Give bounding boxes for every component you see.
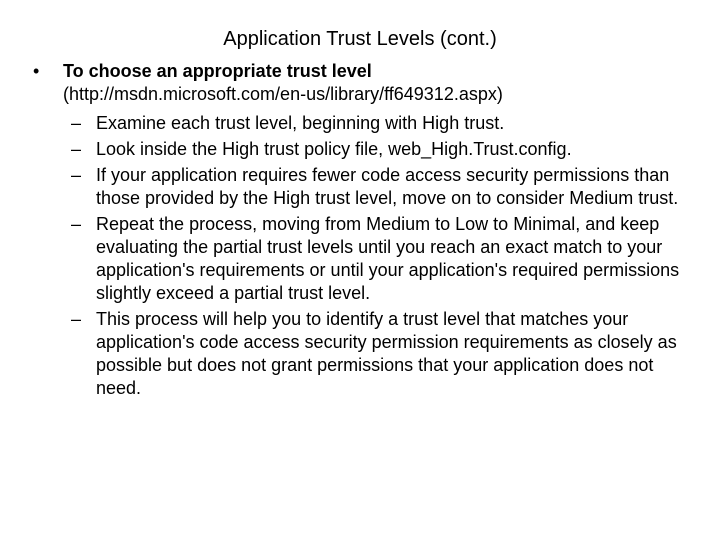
- slide-title: Application Trust Levels (cont.): [223, 28, 497, 50]
- main-bullet-text: [63, 60, 693, 106]
- main-bullet: [33, 60, 693, 106]
- bullet-heading: To choose an appropriate trust level: [63, 61, 372, 81]
- sub-bullet-item: [71, 138, 691, 161]
- dash-marker: –: [71, 309, 82, 329]
- sub-bullet-item: [71, 308, 691, 400]
- sub-bullet-text: If your application requires fewer code access security permissions than those provided by the High trust level, move on to consider Medium trust.: [96, 165, 679, 208]
- bullet-marker: •: [33, 61, 40, 81]
- sub-bullet-item: [71, 112, 691, 135]
- sub-bullet-text: Examine each trust level, beginning with High trust.: [96, 113, 505, 133]
- sub-bullet-list: [71, 112, 691, 403]
- reference-link: (http://msdn.microsoft.com/en-us/library/ff649312.aspx): [63, 84, 503, 104]
- dash-marker: –: [71, 113, 82, 133]
- sub-bullet-text: Repeat the process, moving from Medium to Low to Minimal, and keep evaluating the partial trust levels until you reach an exact match to your application's requirements or until your application's required permissions slightly exceed a partial trust level.: [96, 214, 680, 303]
- sub-bullet-item: [71, 213, 691, 305]
- dash-marker: –: [71, 165, 82, 185]
- dash-marker: –: [71, 214, 82, 234]
- sub-bullet-text: Look inside the High trust policy file, web_High.Trust.config.: [96, 139, 572, 159]
- sub-bullet-item: [71, 164, 691, 210]
- sub-bullet-text: This process will help you to identify a trust level that matches your application's code access security permission requirements as closely as possible but does not grant permissions that your application does not need.: [96, 309, 677, 398]
- dash-marker: –: [71, 139, 82, 159]
